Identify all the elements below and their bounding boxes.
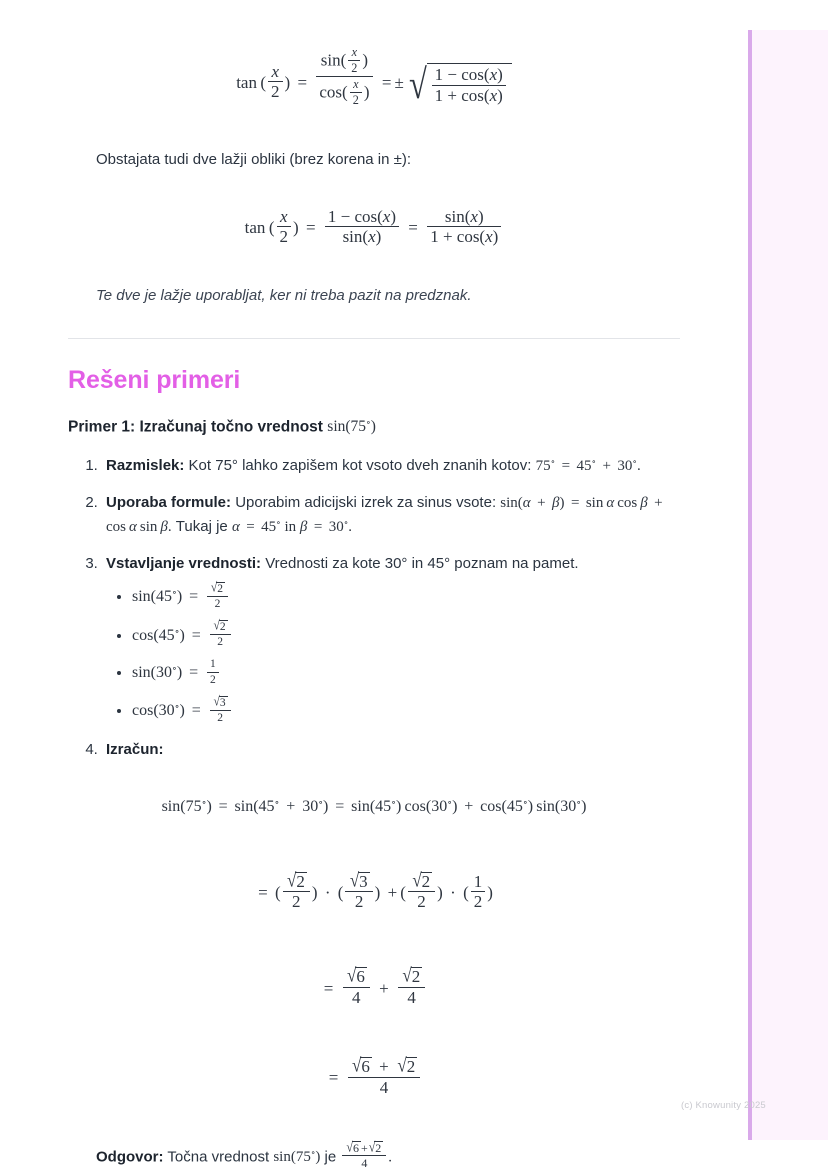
known-value-sin45-math: sin(45∘) = $\frac{√2}{2}$ (132, 588, 230, 605)
paragraph-alt-forms: Obstajata tudi dve lažji obliki (brez korena in ±): (96, 151, 412, 169)
example-title-expression: sin(75∘) (327, 417, 376, 436)
known-value-sin45 (132, 582, 680, 610)
known-value-cos45-math: cos(45∘) = $\frac{√2}{2}$ (132, 627, 233, 644)
step-4-label: Izračun: (106, 740, 164, 758)
answer-line (96, 1138, 680, 1171)
step-2-math-values: α = 45∘ in β = 30∘. (231, 518, 353, 536)
known-value-cos45 (132, 620, 680, 648)
known-value-cos30 (132, 696, 680, 724)
example-title (68, 418, 680, 437)
copyright-watermark: (c) Knowunity 2025 (681, 1100, 766, 1111)
step-item-4 (102, 738, 680, 762)
page-content (68, 0, 680, 1170)
answer-result: $\frac{√6 +√2}{4}$ (340, 1149, 388, 1165)
known-value-cos30-math: cos(30∘) = $\frac{√3}{2}$ (132, 702, 233, 719)
step-2-text: Uporabim adicijski izrek za sinus vsote: (235, 494, 497, 512)
calculation-line-3-math: = $\frac{√6}{4}$ + $\frac{√2}{4}$ (321, 979, 428, 998)
known-value-sin30 (132, 658, 680, 685)
answer-text: Točna vrednost (167, 1148, 270, 1166)
step-item-3 (102, 552, 680, 724)
example-title-text: Primer 1: Izračunaj točno vrednost (68, 418, 323, 436)
calculation-line-1-math: sin(75∘) = sin(45∘ + 30∘) = sin(45∘) cos(30∘) + cos(45∘) sin(30∘) (161, 796, 587, 815)
step-1-math: 75∘ = 45∘ + 30∘. (535, 457, 641, 475)
calculation-line-1 (68, 797, 680, 816)
step-2-math-formula: sin(α + β) = sin α cos β + cos α sin β. (106, 495, 663, 536)
equation-half-angle-alternate (68, 208, 680, 247)
step-item-2 (102, 491, 680, 539)
step-3-label: Vstavljanje vrednosti: (106, 555, 262, 573)
step-1-text: Kot 75° lahko zapišem kot vsoto dveh znanih kotov: (188, 457, 532, 475)
answer-text-after: je (324, 1148, 337, 1166)
known-values-list (106, 582, 680, 724)
step-2-text-mid: Tukaj je (175, 518, 228, 536)
calculation-line-4 (68, 1054, 680, 1097)
known-value-sin30-math: sin(30∘) = $\frac{1}{2}$ (132, 664, 221, 681)
answer-label: Odgovor: (96, 1148, 164, 1166)
right-decorative-panel (748, 30, 828, 1140)
answer-expression: sin(75∘) (273, 1148, 321, 1166)
calculation-line-4-math: = $\frac{√6 + √2}{4}$ (326, 1068, 423, 1087)
right-accent-line (748, 30, 752, 1140)
calculation-line-2-math: = ( $\frac{√2}{2}$ ) · ( $\frac{√3}{2}$ ) + ( $\frac{√2}{2}$ ) · ( $\frac{1}{2}$ ) (258, 868, 493, 912)
step-1-label: Razmislek: (106, 457, 185, 475)
formula-half-angle-alternate: tan ( $\frac{x}{2}$ ) = $\frac{1 - \cos(x)}{\sin(x)}$ = $\frac{\sin(x)}{1 + \cos(x)}$ (245, 218, 504, 237)
step-2-label: Uporaba formule: (106, 494, 232, 512)
step-3-text: Vrednosti za kote 30° in 45° poznam na pamet. (265, 555, 579, 573)
calculation-line-3 (68, 964, 680, 1008)
equation-half-angle-tangent (68, 46, 680, 106)
note-easier-forms: Te dve je lažje uporabljat, ker ni treba pazit na predznak. (96, 287, 472, 305)
answer-period: . (388, 1149, 393, 1166)
step-item-1 (102, 454, 680, 478)
section-heading-solved-examples: Rešeni primeri (68, 365, 241, 394)
calculation-line-2 (68, 868, 680, 912)
formula-half-angle-tangent: tan ( $\frac{x}{2}$ ) = sin( $\frac{x}{2}$ ) cos( $\frac{x}{2}$ ) = ± √ $\frac{1 - \cos(x)}{1 + \cos(x)}$ (236, 73, 512, 92)
steps-list (68, 454, 680, 762)
